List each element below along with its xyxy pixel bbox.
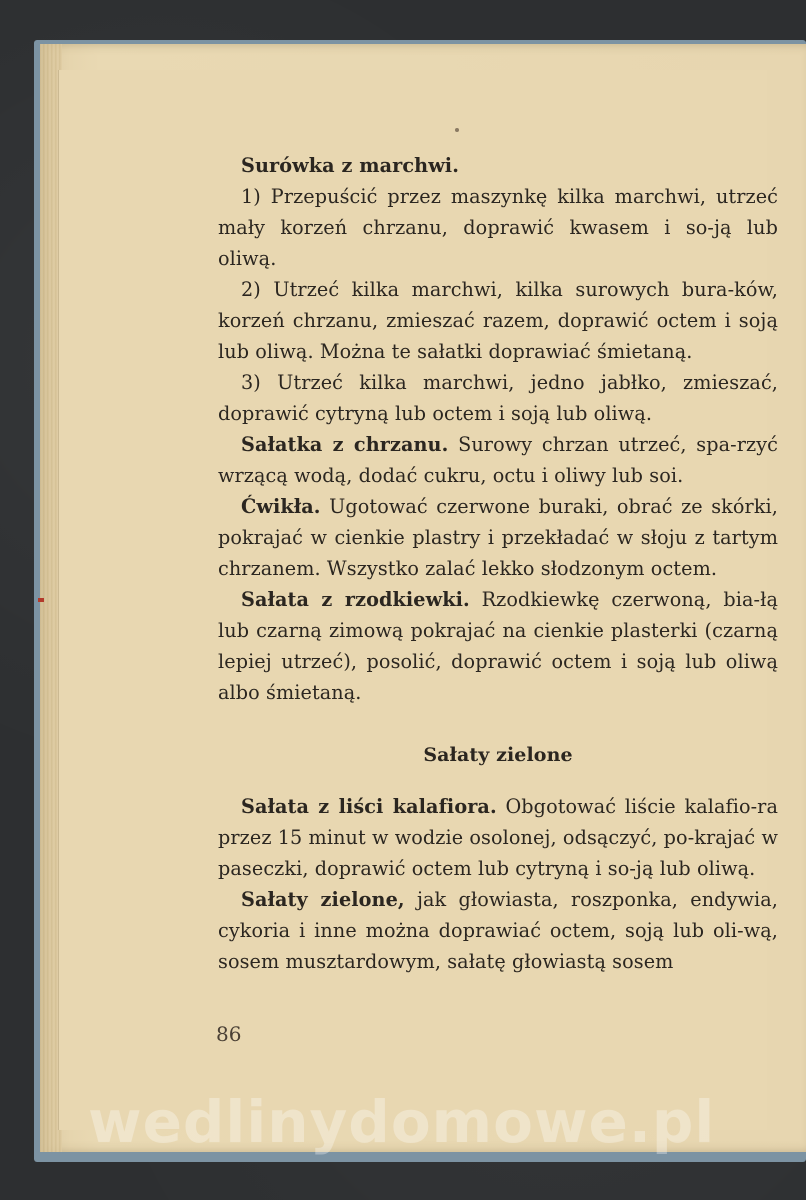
paragraph-text: jak głowiasta, roszponka, endywia, cykoria i inne można doprawiać octem, soją lub oli-wą, sosem musztardowym, sałatę głowiastą sosem [218, 888, 778, 973]
recipe-title-inline: Sałatka z chrzanu. [241, 433, 449, 456]
watermark: wedlinydomowe.pl [88, 1088, 716, 1156]
recipe-title-inline: Sałata z rzodkiewki. [241, 588, 470, 611]
paragraph-text: Rzodkiewkę czerwoną, bia-łą lub czarną zimową pokrajać na cienkie plasterki (czarną lepiej utrzeć), posolić, doprawić octem i soją lub oliwą albo śmietaną. [218, 588, 779, 704]
page-number: 86 [216, 1022, 242, 1046]
red-mark [38, 598, 44, 602]
recipe-title-text: Surówka z marchwi. [241, 154, 459, 177]
paragraph-text: 1) Przepuścić przez maszynkę kilka marchwi, utrzeć mały korzeń chrzanu, doprawić kwasem i so-ją lub oliwą. [218, 185, 778, 270]
recipe-title-inline: Sałaty zielone, [241, 888, 405, 911]
paragraph [218, 429, 778, 491]
paragraph [218, 274, 778, 367]
paragraph [218, 584, 778, 708]
recipe-title-inline: Sałata z liści kalafiora. [241, 795, 497, 818]
paragraph [218, 367, 778, 429]
paragraph-text: Ugotować czerwone buraki, obrać ze skórki, pokrajać w cienkie plastry i przekładać w słoju z tartym chrzanem. Wszystko zalać lekko słodzonym octem. [218, 495, 778, 580]
recipe-title [218, 150, 778, 181]
recipe-text [218, 150, 778, 977]
paragraph [218, 791, 778, 884]
paragraph-text: 3) Utrzeć kilka marchwi, jedno jabłko, zmieszać, doprawić cytryną lub octem i soją lub oliwą. [218, 371, 778, 425]
section-heading: Sałaty zielone [423, 744, 573, 766]
paragraph [218, 491, 778, 584]
paragraph-text: Surowy chrzan utrzeć, spa-rzyć wrzącą wodą, dodać cukru, octu i oliwy lub soi. [218, 433, 779, 487]
paragraph-text: 2) Utrzeć kilka marchwi, kilka surowych bura-ków, korzeń chrzanu, zmieszać razem, doprawić octem i soją lub oliwą. Można te sałatki doprawiać śmietaną. [218, 278, 778, 363]
paragraph-text: Obgotować liście kalafio-ra przez 15 minut w wodzie osolonej, odsączyć, po-krajać w paseczki, doprawić octem lub cytryną i so-ją lub oliwą. [218, 795, 778, 880]
paragraph [218, 884, 778, 977]
speck [455, 128, 459, 132]
paragraph [218, 181, 778, 274]
recipe-title-inline: Ćwikła. [241, 495, 321, 518]
